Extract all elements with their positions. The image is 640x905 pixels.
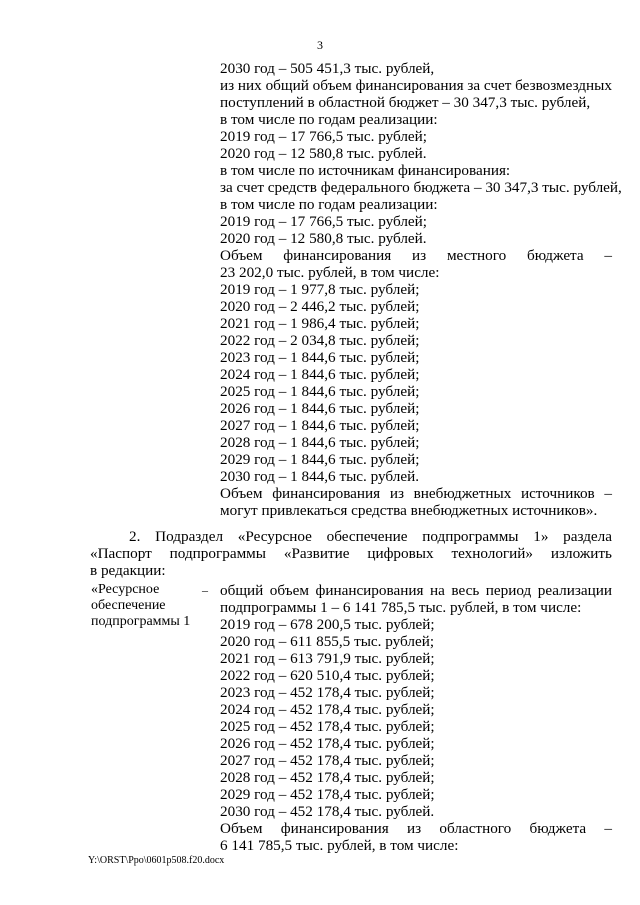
local-budget-header: Объем финансирования из местного бюджета – (220, 247, 612, 264)
local-budget-year: 2026 год – 1 844,6 тыс. рублей; (220, 400, 420, 417)
local-budget-year: 2021 год – 1 986,4 тыс. рублей; (220, 315, 420, 332)
table-year: 2029 год – 452 178,4 тыс. рублей; (220, 786, 435, 803)
section2-line: 2. Подраздел «Ресурсное обеспечение подпрограммы 1» раздела (129, 528, 612, 545)
text-line: в том числе по источникам финансирования: (220, 162, 511, 179)
table-year: 2030 год – 452 178,4 тыс. рублей. (220, 803, 435, 820)
local-budget-year: 2030 год – 1 844,6 тыс. рублей. (220, 468, 420, 485)
text-line: 2019 год – 17 766,5 тыс. рублей; (220, 128, 428, 145)
local-budget-year: 2025 год – 1 844,6 тыс. рублей; (220, 383, 420, 400)
text-line: 2019 год – 17 766,5 тыс. рублей; (220, 213, 428, 230)
table-year: 2027 год – 452 178,4 тыс. рублей; (220, 752, 435, 769)
text-line: 2020 год – 12 580,8 тыс. рублей. (220, 230, 427, 247)
section2-line: «Паспорт подпрограммы «Развитие цифровых технологий» изложить (90, 545, 612, 562)
extrabudget-line: Объем финансирования из внебюджетных источников – (220, 485, 612, 502)
text-line: за счет средств федерального бюджета – 30 347,3 тыс. рублей, (220, 179, 622, 196)
local-budget-year: 2023 год – 1 844,6 тыс. рублей; (220, 349, 420, 366)
text-line: 2020 год – 12 580,8 тыс. рублей. (220, 145, 427, 162)
local-budget-total: 23 202,0 тыс. рублей, в том числе: (220, 264, 440, 281)
table-year: 2023 год – 452 178,4 тыс. рублей; (220, 684, 435, 701)
section2-line: в редакции: (90, 562, 166, 579)
table-year: 2028 год – 452 178,4 тыс. рублей; (220, 769, 435, 786)
table-year: 2026 год – 452 178,4 тыс. рублей; (220, 735, 435, 752)
footer-file-path: Y:\ORST\Ppo\0601p508.f20.docx (88, 855, 225, 866)
text-line: 2030 год – 505 451,3 тыс. рублей, (220, 60, 435, 77)
local-budget-year: 2029 год – 1 844,6 тыс. рублей; (220, 451, 420, 468)
table-year: 2019 год – 678 200,5 тыс. рублей; (220, 616, 435, 633)
table-separator: – (202, 583, 208, 597)
text-line: из них общий объем финансирования за счет безвозмездных (220, 77, 612, 94)
table-label-line: обеспечение (91, 598, 166, 613)
local-budget-year: 2028 год – 1 844,6 тыс. рублей; (220, 434, 420, 451)
regional-budget-header: Объем финансирования из областного бюджета – (220, 820, 612, 837)
local-budget-year: 2024 год – 1 844,6 тыс. рублей; (220, 366, 420, 383)
table-intro-line: общий объем финансирования на весь период реализации (220, 582, 612, 599)
table-intro-line: подпрограммы 1 – 6 141 785,5 тыс. рублей, в том числе: (220, 599, 582, 616)
local-budget-year: 2019 год – 1 977,8 тыс. рублей; (220, 281, 420, 298)
local-budget-year: 2027 год – 1 844,6 тыс. рублей; (220, 417, 420, 434)
table-year: 2024 год – 452 178,4 тыс. рублей; (220, 701, 435, 718)
page-number: 3 (317, 38, 323, 52)
table-year: 2021 год – 613 791,9 тыс. рублей; (220, 650, 435, 667)
text-line: в том числе по годам реализации: (220, 111, 438, 128)
extrabudget-line: могут привлекаться средства внебюджетных источников». (220, 502, 598, 519)
table-label-line: подпрограммы 1 (91, 614, 191, 629)
local-budget-year: 2022 год – 2 034,8 тыс. рублей; (220, 332, 420, 349)
regional-budget-total: 6 141 785,5 тыс. рублей, в том числе: (220, 837, 459, 854)
local-budget-year: 2020 год – 2 446,2 тыс. рублей; (220, 298, 420, 315)
text-line: поступлений в областной бюджет – 30 347,3 тыс. рублей, (220, 94, 591, 111)
table-label-line: «Ресурсное (91, 582, 160, 597)
table-year: 2022 год – 620 510,4 тыс. рублей; (220, 667, 435, 684)
table-year: 2025 год – 452 178,4 тыс. рублей; (220, 718, 435, 735)
table-year: 2020 год – 611 855,5 тыс. рублей; (220, 633, 435, 650)
text-line: в том числе по годам реализации: (220, 196, 438, 213)
